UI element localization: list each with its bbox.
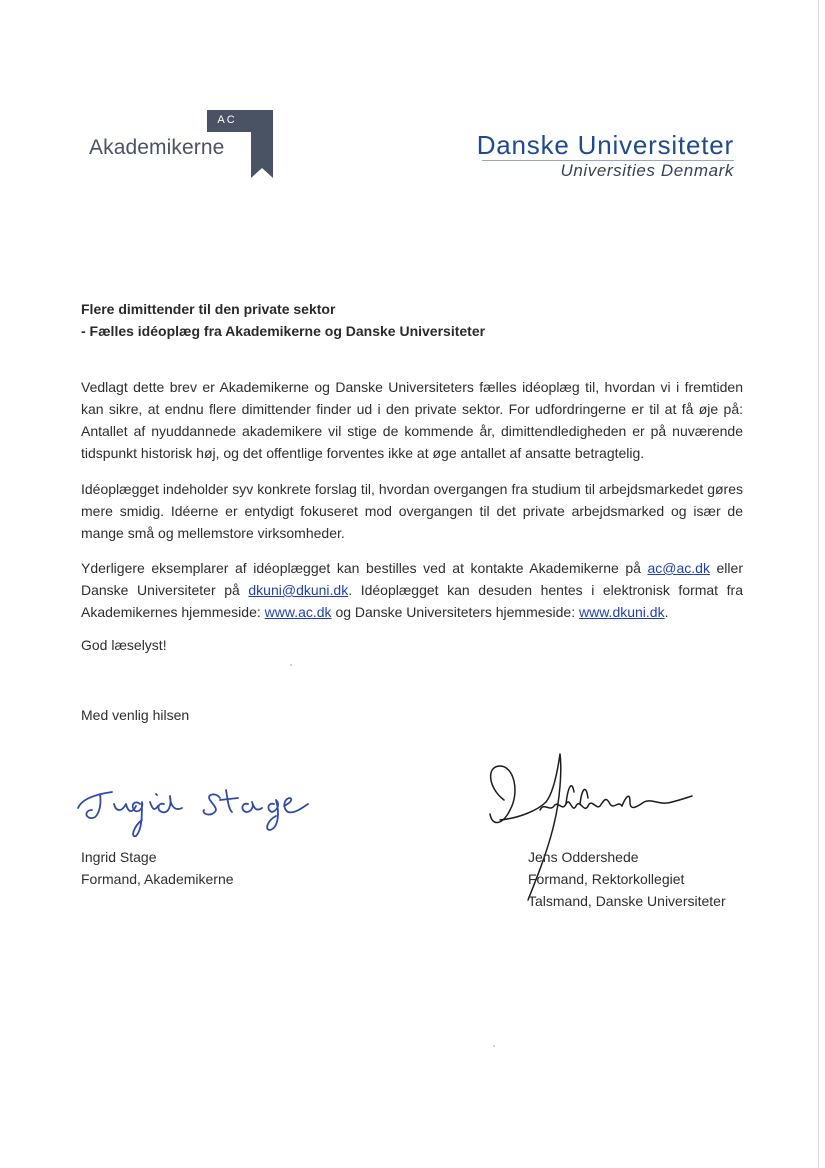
scan-speck: [290, 664, 292, 666]
signatory-title: Formand, Akademikerne: [81, 871, 234, 887]
paragraph-proposals: Idéoplægget indeholder syv konkrete forslag til, hvordan overgangen fra studium til arbejdsmarkedet gøres mere smidig. Idéerne er entydigt fokuseret mod overgangen til det private arbejdsmarked og især de mange små og mellemstore virksomheder.: [81, 481, 743, 541]
ordering-text-1: Yderligere eksemplarer af idéoplægget kan bestilles ved at kontakte Akademikerne på: [81, 560, 648, 576]
ordering-text-4: og Danske Universiteters hjemmeside:: [331, 604, 579, 620]
ordering-text-5: .: [664, 604, 669, 620]
dkuni-email-link[interactable]: dkuni@dkuni.dk: [248, 582, 349, 598]
subject-line-2: - Fælles idéoplæg fra Akademikerne og Danske Universiteter: [81, 323, 486, 339]
ordering-text-3: . Idéoplægget kan desuden hentes i elektronisk format fra Akademikernes hjemmeside:: [81, 582, 743, 620]
ingrid-stage-signature: [70, 770, 330, 840]
akademikerne-badge: AC: [217, 114, 237, 126]
signatory-jens-oddershede: [528, 846, 726, 912]
closing-salutation: Med venlig hilsen: [81, 707, 190, 723]
signatory-name: Ingrid Stage: [81, 849, 157, 865]
ac-website-link[interactable]: www.ac.dk: [264, 604, 332, 620]
signatory-title: Talsmand, Danske Universiteter: [528, 893, 726, 909]
scan-page-edge: [818, 0, 819, 1168]
letter-subject: [81, 298, 485, 342]
subject-line-1: Flere dimittender til den private sektor: [81, 301, 336, 317]
danske-universiteter-logo: [476, 130, 740, 182]
greeting: God læselyst!: [81, 637, 167, 653]
signatory-title: Formand, Rektorkollegiet: [528, 871, 685, 887]
signatory-ingrid-stage: [81, 846, 234, 890]
paragraph-intro: Vedlagt dette brev er Akademikerne og Danske Universiteters fælles idéoplæg til, hvordan vi i fremtiden kan sikre, at endnu flere dimittender finder ud i den private sektor. For udfordringerne er til at få øje på: Antallet af nyuddannede akademikere vil stige de kommende år, dimittendledigheden er på nuværende tidspunkt historisk høj, og det offentlige forventes ikke at øge antallet af ansatte betragtelig.: [81, 379, 743, 461]
dkuni-website-link[interactable]: www.dkuni.dk: [579, 604, 665, 620]
danske-universiteter-wordmark: Danske Universiteter: [476, 130, 734, 160]
ac-email-link[interactable]: ac@ac.dk: [647, 560, 710, 576]
paragraph-ordering: [81, 557, 743, 623]
akademikerne-logo: [89, 110, 279, 180]
universities-denmark-subtitle: Universities Denmark: [560, 161, 734, 180]
scan-speck: [493, 1045, 495, 1047]
signatory-name: Jens Oddershede: [528, 849, 639, 865]
ordering-text-2: eller Danske Universiteter på: [81, 560, 743, 598]
akademikerne-wordmark: Akademikerne: [89, 136, 225, 159]
